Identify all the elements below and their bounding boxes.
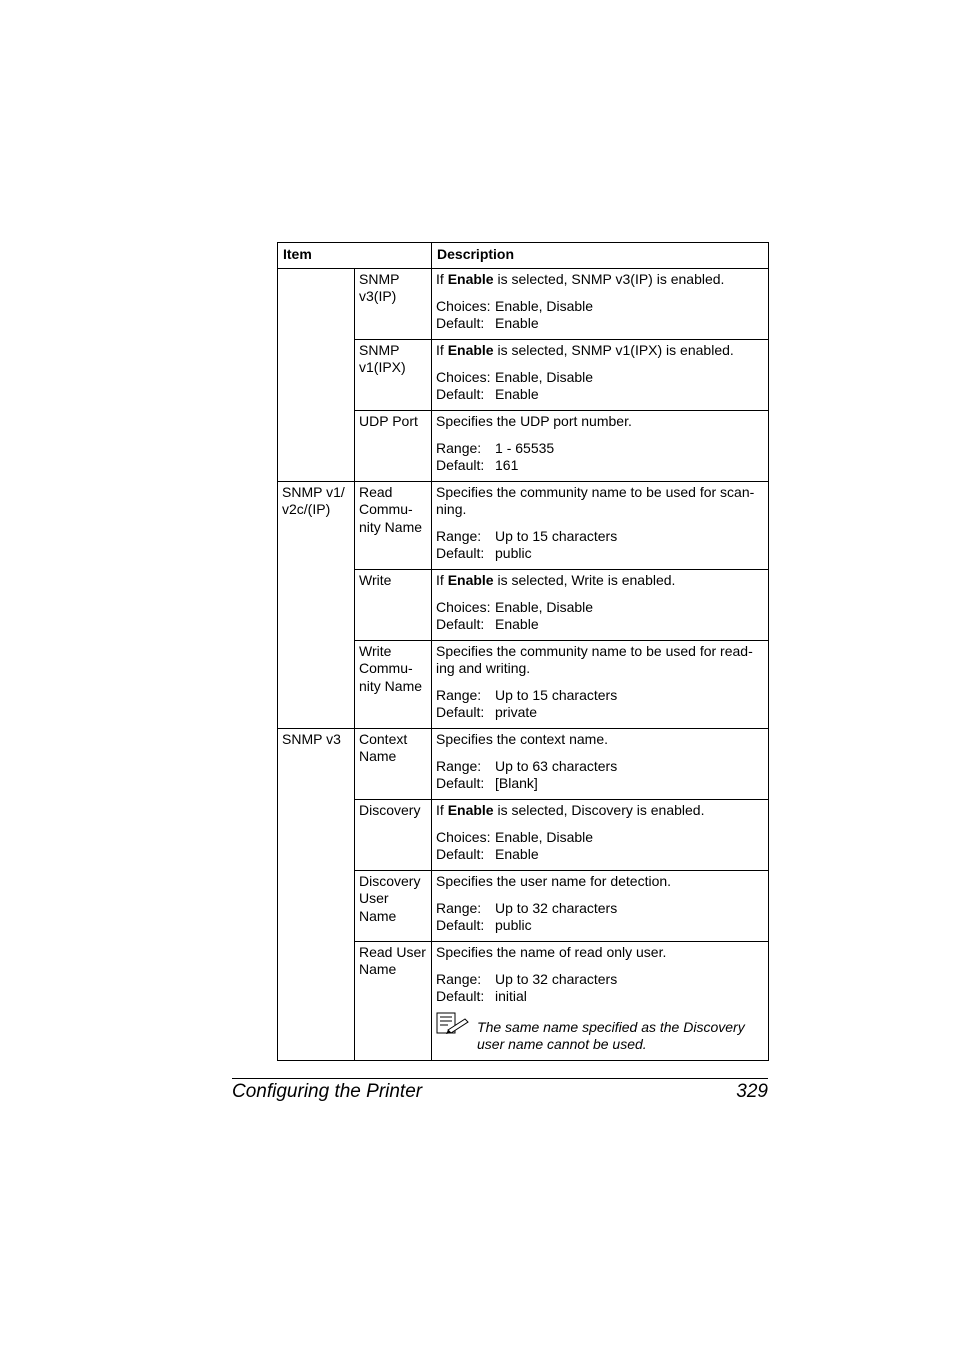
item-description — [432, 870, 769, 941]
header-item: Item — [278, 243, 432, 269]
value-row — [436, 369, 764, 387]
value-text: Up to 32 characters — [495, 899, 618, 916]
table-body — [278, 268, 769, 1060]
value-text: [Blank] — [495, 775, 538, 791]
value-text: Enable, Disable — [495, 297, 594, 314]
description-rest: is selected, SNMP v3(IP) is enabled. — [493, 270, 725, 287]
value-row — [436, 758, 764, 776]
value-key: Range: — [436, 527, 482, 544]
description-lead: If — [436, 270, 448, 287]
value-row — [436, 704, 764, 722]
value-text: public — [495, 545, 532, 561]
value-key: Choices: — [436, 297, 491, 314]
value-row — [436, 545, 764, 563]
item-description — [432, 799, 769, 870]
item-name: Discovery — [355, 799, 432, 870]
description-text — [436, 484, 764, 519]
value-list — [436, 369, 764, 404]
description-lead: Specifies the user name for detection. — [436, 872, 672, 889]
table-row — [278, 481, 769, 569]
value-row — [436, 687, 764, 705]
table-row — [278, 268, 769, 339]
description-rest: is selected, Write is enabled. — [493, 571, 676, 588]
description-lead: If — [436, 571, 448, 588]
value-row — [436, 386, 764, 404]
description-lead: Specifies the community name to be used for read-ing and writing. — [436, 642, 753, 676]
value-row — [436, 599, 764, 617]
value-key: Default: — [436, 616, 485, 632]
note — [436, 1016, 764, 1054]
value-key: Default: — [436, 545, 485, 561]
value-text: Up to 15 characters — [495, 686, 618, 703]
item-name: SNMP v3(IP) — [355, 268, 432, 339]
value-key: Default: — [436, 386, 485, 402]
footer-divider — [232, 1078, 768, 1079]
value-row — [436, 900, 764, 918]
item-description — [432, 640, 769, 728]
value-key: Default: — [436, 846, 485, 862]
description-text — [436, 413, 764, 431]
value-text: Enable — [495, 386, 539, 402]
value-key: Range: — [436, 439, 482, 456]
table-row — [278, 728, 769, 799]
page-number: 329 — [736, 1081, 768, 1102]
value-row — [436, 829, 764, 847]
description-keyword: Enable — [447, 270, 494, 287]
description-lead: Specifies the community name to be used for scan-ning. — [436, 483, 755, 517]
description-keyword: Enable — [447, 801, 494, 818]
value-row — [436, 616, 764, 634]
table-header-row — [278, 243, 769, 269]
value-list — [436, 440, 764, 475]
value-row — [436, 988, 764, 1006]
value-list — [436, 900, 764, 935]
settings-table — [277, 242, 769, 1061]
value-row — [436, 846, 764, 864]
value-text: Up to 32 characters — [495, 970, 618, 987]
value-row — [436, 315, 764, 333]
value-list — [436, 528, 764, 563]
value-text: initial — [495, 988, 527, 1004]
value-text: Enable — [495, 616, 539, 632]
description-text — [436, 342, 764, 360]
value-row — [436, 528, 764, 546]
description-text — [436, 731, 764, 749]
description-text — [436, 944, 764, 962]
description-text — [436, 572, 764, 590]
value-list — [436, 971, 764, 1006]
value-text: private — [495, 704, 538, 720]
description-lead: If — [436, 801, 448, 818]
value-row — [436, 298, 764, 316]
value-key: Choices: — [436, 368, 491, 385]
value-key: Range: — [436, 970, 482, 987]
item-name: Discovery User Name — [355, 870, 432, 941]
value-key: Range: — [436, 899, 482, 916]
value-list — [436, 758, 764, 793]
value-text: public — [495, 917, 532, 933]
value-text: Enable, Disable — [495, 368, 594, 385]
item-description — [432, 941, 769, 1060]
group-label: SNMP v3 — [278, 728, 355, 1060]
value-key: Default: — [436, 775, 485, 791]
description-text — [436, 873, 764, 891]
value-row — [436, 917, 764, 935]
value-text: Up to 63 characters — [495, 757, 618, 774]
value-list — [436, 829, 764, 864]
description-text — [436, 643, 764, 678]
header-description: Description — [432, 243, 769, 269]
item-description — [432, 339, 769, 410]
group-label — [278, 268, 355, 481]
value-key: Default: — [436, 457, 485, 473]
item-name: Write — [355, 569, 432, 640]
description-keyword: Enable — [447, 571, 494, 588]
value-text: Enable — [495, 846, 539, 862]
description-keyword: Enable — [447, 341, 494, 358]
group-label: SNMP v1/ v2c/(IP) — [278, 481, 355, 728]
description-rest: is selected, Discovery is enabled. — [493, 801, 705, 818]
value-text: Enable, Disable — [495, 828, 594, 845]
description-text — [436, 271, 764, 289]
value-text: 161 — [495, 457, 519, 473]
value-key: Range: — [436, 757, 482, 774]
description-lead: If — [436, 341, 448, 358]
value-text: Up to 15 characters — [495, 527, 618, 544]
value-list — [436, 298, 764, 333]
item-name: Read Commu-nity Name — [355, 481, 432, 569]
value-key: Choices: — [436, 598, 491, 615]
note-text: The same name specified as the Discovery user name cannot be used. — [477, 1018, 745, 1052]
description-lead: Specifies the UDP port number. — [436, 412, 632, 429]
item-description — [432, 481, 769, 569]
description-text — [436, 802, 764, 820]
item-name: Context Name — [355, 728, 432, 799]
value-text: 1 - 65535 — [495, 439, 555, 456]
item-description — [432, 569, 769, 640]
value-key: Default: — [436, 988, 485, 1004]
item-name: Write Commu-nity Name — [355, 640, 432, 728]
description-lead: Specifies the name of read only user. — [436, 943, 667, 960]
item-description — [432, 728, 769, 799]
value-key: Choices: — [436, 828, 491, 845]
value-list — [436, 599, 764, 634]
value-row — [436, 775, 764, 793]
description-lead: Specifies the context name. — [436, 730, 609, 747]
value-key: Default: — [436, 917, 485, 933]
value-row — [436, 457, 764, 475]
value-key: Default: — [436, 315, 485, 331]
item-name: UDP Port — [355, 410, 432, 481]
note-pencil-icon — [436, 1012, 470, 1036]
value-text: Enable — [495, 315, 539, 331]
value-key: Range: — [436, 686, 482, 703]
description-rest: is selected, SNMP v1(IPX) is enabled. — [493, 341, 734, 358]
item-description — [432, 268, 769, 339]
value-text: Enable, Disable — [495, 598, 594, 615]
value-list — [436, 687, 764, 722]
value-row — [436, 971, 764, 989]
value-row — [436, 440, 764, 458]
footer-title: Configuring the Printer — [232, 1081, 423, 1102]
value-key: Default: — [436, 704, 485, 720]
item-name: Read User Name — [355, 941, 432, 1060]
item-name: SNMP v1(IPX) — [355, 339, 432, 410]
item-description — [432, 410, 769, 481]
